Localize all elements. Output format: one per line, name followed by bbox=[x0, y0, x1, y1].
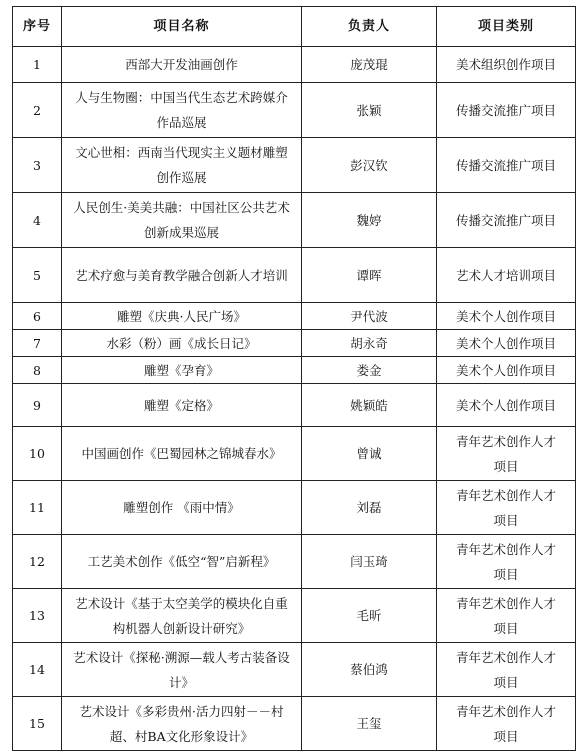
table-row bbox=[13, 481, 576, 535]
table-row bbox=[13, 303, 576, 330]
row-lead: 谭晖 bbox=[302, 248, 437, 303]
row-index: 6 bbox=[13, 303, 62, 330]
table-row bbox=[13, 643, 576, 697]
row-lead: 庞茂琨 bbox=[302, 47, 437, 83]
row-project-name: 工艺美术创作《低空“智”启新程》 bbox=[62, 535, 302, 589]
header-lead: 负责人 bbox=[302, 7, 437, 47]
row-project-type: 传播交流推广项目 bbox=[437, 138, 576, 193]
table-row bbox=[13, 330, 576, 357]
row-project-name: 西部大开发油画创作 bbox=[62, 47, 302, 83]
row-index: 10 bbox=[13, 427, 62, 481]
row-project-type: 美术组织创作项目 bbox=[437, 47, 576, 83]
row-index: 8 bbox=[13, 357, 62, 384]
row-lead: 刘磊 bbox=[302, 481, 437, 535]
row-project-name: 文心世相：西南当代现实主义题材雕塑创作巡展 bbox=[62, 138, 302, 193]
row-project-name: 人与生物圈：中国当代生态艺术跨媒介作品巡展 bbox=[62, 83, 302, 138]
table-row bbox=[13, 248, 576, 303]
table-row bbox=[13, 535, 576, 589]
table-row bbox=[13, 83, 576, 138]
row-lead: 张颖 bbox=[302, 83, 437, 138]
table-row bbox=[13, 138, 576, 193]
row-lead: 闫玉琦 bbox=[302, 535, 437, 589]
row-index: 1 bbox=[13, 47, 62, 83]
header-index: 序号 bbox=[13, 7, 62, 47]
row-index: 7 bbox=[13, 330, 62, 357]
row-lead: 毛昕 bbox=[302, 589, 437, 643]
row-lead: 蔡伯鸿 bbox=[302, 643, 437, 697]
header-row bbox=[13, 7, 576, 47]
row-lead: 尹代波 bbox=[302, 303, 437, 330]
table-row bbox=[13, 697, 576, 751]
row-project-type: 美术个人创作项目 bbox=[437, 384, 576, 427]
row-project-name: 艺术设计《多彩贵州·活力四射－－村超、村BA文化形象设计》 bbox=[62, 697, 302, 751]
row-project-type: 青年艺术创作人才项目 bbox=[437, 589, 576, 643]
row-lead: 娄金 bbox=[302, 357, 437, 384]
table-row bbox=[13, 589, 576, 643]
table-row bbox=[13, 193, 576, 248]
row-project-name: 艺术设计《探秘·溯源—载人考古装备设计》 bbox=[62, 643, 302, 697]
row-project-name: 雕塑《庆典·人民广场》 bbox=[62, 303, 302, 330]
row-project-name: 人民创生·美美共融：中国社区公共艺术创新成果巡展 bbox=[62, 193, 302, 248]
row-project-type: 青年艺术创作人才项目 bbox=[437, 481, 576, 535]
row-project-type: 青年艺术创作人才项目 bbox=[437, 535, 576, 589]
row-project-name: 水彩（粉）画《成长日记》 bbox=[62, 330, 302, 357]
row-project-type: 青年艺术创作人才项目 bbox=[437, 427, 576, 481]
project-table bbox=[12, 6, 576, 751]
row-index: 2 bbox=[13, 83, 62, 138]
row-project-type: 传播交流推广项目 bbox=[437, 193, 576, 248]
row-project-name: 中国画创作《巴蜀园林之锦城春水》 bbox=[62, 427, 302, 481]
row-index: 3 bbox=[13, 138, 62, 193]
table-row bbox=[13, 357, 576, 384]
row-lead: 魏婷 bbox=[302, 193, 437, 248]
row-index: 11 bbox=[13, 481, 62, 535]
row-project-name: 雕塑创作 《雨中情》 bbox=[62, 481, 302, 535]
table-row bbox=[13, 47, 576, 83]
row-project-name: 艺术疗愈与美育教学融合创新人才培训 bbox=[62, 248, 302, 303]
row-project-type: 青年艺术创作人才项目 bbox=[437, 643, 576, 697]
row-lead: 彭汉钦 bbox=[302, 138, 437, 193]
row-project-type: 传播交流推广项目 bbox=[437, 83, 576, 138]
row-lead: 曾诚 bbox=[302, 427, 437, 481]
header-project-name: 项目名称 bbox=[62, 7, 302, 47]
row-project-type: 美术个人创作项目 bbox=[437, 330, 576, 357]
table-row bbox=[13, 427, 576, 481]
row-project-type: 美术个人创作项目 bbox=[437, 357, 576, 384]
row-index: 9 bbox=[13, 384, 62, 427]
row-project-name: 艺术设计《基于太空美学的模块化自重构机器人创新设计研究》 bbox=[62, 589, 302, 643]
row-index: 15 bbox=[13, 697, 62, 751]
row-index: 12 bbox=[13, 535, 62, 589]
row-index: 5 bbox=[13, 248, 62, 303]
header-project-type: 项目类别 bbox=[437, 7, 576, 47]
row-index: 13 bbox=[13, 589, 62, 643]
row-lead: 胡永奇 bbox=[302, 330, 437, 357]
row-project-type: 青年艺术创作人才项目 bbox=[437, 697, 576, 751]
row-project-name: 雕塑《孕育》 bbox=[62, 357, 302, 384]
row-project-name: 雕塑《定格》 bbox=[62, 384, 302, 427]
row-lead: 王玺 bbox=[302, 697, 437, 751]
row-index: 4 bbox=[13, 193, 62, 248]
row-project-type: 艺术人才培训项目 bbox=[437, 248, 576, 303]
table-header bbox=[13, 7, 576, 47]
table-row bbox=[13, 384, 576, 427]
row-lead: 姚颖皓 bbox=[302, 384, 437, 427]
table-body bbox=[13, 47, 576, 751]
row-index: 14 bbox=[13, 643, 62, 697]
row-project-type: 美术个人创作项目 bbox=[437, 303, 576, 330]
